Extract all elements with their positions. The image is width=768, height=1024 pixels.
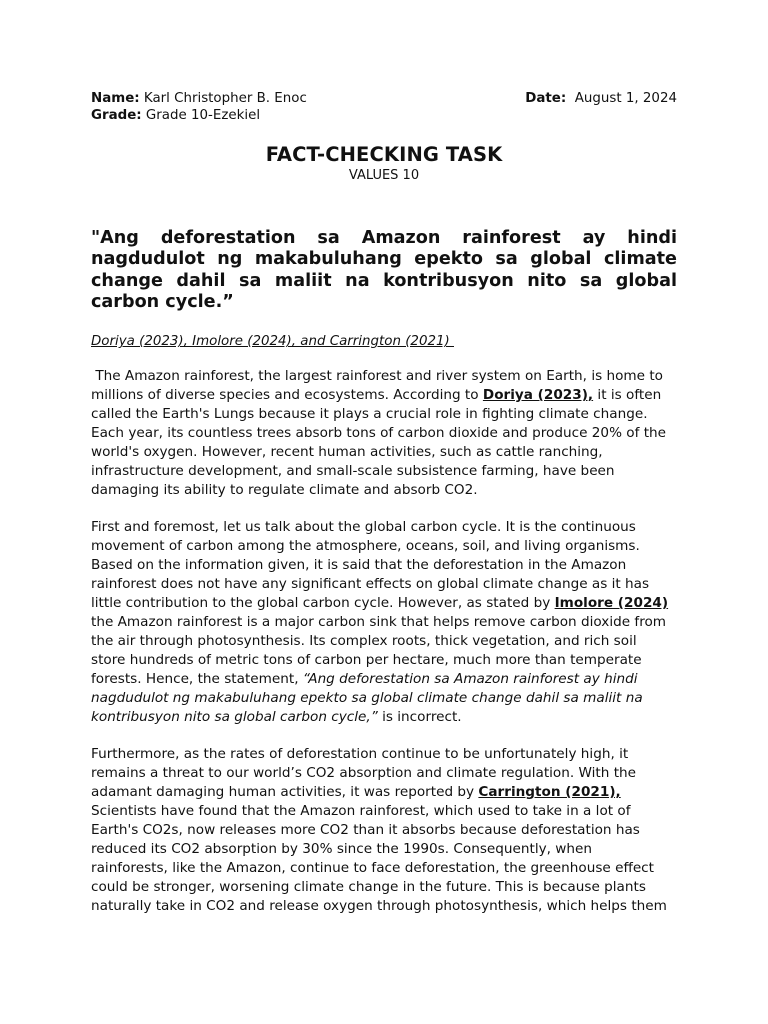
date-label: Date: (525, 91, 567, 106)
text-line: called the Earth's Lungs because it plays a crucial role in fighting climate change. (91, 406, 648, 423)
text-line: First and foremost, let us talk about the global carbon cycle. It is the continuous (91, 519, 636, 536)
name-value: Karl Christopher B. Enoc (143, 91, 307, 106)
quoted-claim: “Ang deforestation sa Amazon rainforest ay hindi (302, 671, 638, 688)
paragraph-carbon-cycle (91, 518, 677, 727)
quoted-claim: nagdudulot ng makabuluhang epekto sa global climate change dahil sa maliit na (91, 690, 643, 707)
name-row (91, 90, 677, 107)
text-line: store hundreds of metric tons of carbon per hectare, much more than temperate (91, 652, 642, 669)
citation-doriya: Doriya (2023), (482, 387, 594, 404)
text-line (91, 783, 677, 802)
name-label: Name: (91, 91, 140, 106)
text-line: rainforests, like the Amazon, continue to face deforestation, the greenhouse effect (91, 860, 654, 877)
text-line: Each year, its countless trees absorb tons of carbon dioxide and produce 20% of the (91, 425, 667, 442)
text-line: could be stronger, worsening climate change in the future. This is because plants (91, 879, 646, 896)
text-line: infrastructure development, and small-scale subsistence farming, have been (91, 463, 615, 480)
text-span: little contribution to the global carbon cycle. However, as stated by (91, 595, 555, 612)
title-block (91, 142, 677, 184)
text-span: it is often (593, 387, 662, 404)
text-line: Furthermore, as the rates of deforestation continue to be unfortunately high, it (91, 746, 629, 763)
text-line (91, 670, 677, 689)
grade-value: Grade 10-Ezekiel (145, 108, 261, 123)
text-line: reduced its CO2 absorption by 30% since the 1990s. Consequently, when (91, 841, 593, 858)
text-span: millions of diverse species and ecosystems. According to (91, 387, 483, 404)
date-value: August 1, 2024 (574, 91, 677, 106)
date-field (525, 90, 677, 107)
text-line: the air through photosynthesis. Its complex roots, thick vegetation, and rich soil (91, 633, 637, 650)
text-line: naturally take in CO2 and release oxygen through photosynthesis, which helps them (91, 898, 667, 915)
page-title: FACT-CHECKING TASK (265, 143, 503, 166)
text-line: Based on the information given, it is said that the deforestation in the Amazon (91, 557, 627, 574)
text-line: The Amazon rainforest, the largest rainforest and river system on Earth, is home to (91, 368, 663, 385)
text-line (91, 708, 677, 727)
header-block (91, 90, 677, 124)
text-line: the Amazon rainforest is a major carbon sink that helps remove carbon dioxide from (91, 614, 667, 631)
paragraph-deforestation-rates (91, 745, 677, 916)
body-text (91, 367, 677, 916)
text-line: remains a threat to our world’s CO2 absorption and climate regulation. With the (91, 765, 637, 782)
text-line (91, 386, 677, 405)
text-span: is incorrect. (377, 709, 462, 726)
text-line: Earth's CO2s, now releases more CO2 than it absorbs because deforestation has (91, 822, 640, 839)
page-subtitle: VALUES 10 (348, 168, 420, 183)
text-span: adamant damaging human activities, it was reported by (91, 784, 479, 801)
claim-statement: "Ang deforestation sa Amazon rainforest ay hindi nagdudulot ng makabuluhang epekto sa global climate change dahil sa maliit na kontribusyon nito sa global carbon cycle.” (91, 228, 677, 312)
citation-imolore: Imolore (2024) (554, 595, 669, 612)
text-span: forests. Hence, the statement, (91, 671, 303, 688)
sources-line: Doriya (2023), Imolore (2024), and Carrington (2021) (91, 334, 454, 350)
grade-label: Grade: (91, 108, 142, 123)
text-line: rainforest does not have any significant effects on global climate change as it has (91, 576, 650, 593)
paragraph-intro (91, 367, 677, 500)
text-line: Scientists have found that the Amazon rainforest, which used to take in a lot of (91, 803, 631, 820)
grade-row (91, 107, 677, 124)
quoted-claim: kontribusyon nito sa global carbon cycle,” (91, 709, 378, 726)
text-line: world's oxygen. However, recent human activities, such as cattle ranching, (91, 444, 603, 461)
text-line: damaging its ability to regulate climate and absorb CO2. (91, 482, 478, 499)
citation-carrington: Carrington (2021), (478, 784, 621, 801)
text-line: movement of carbon among the atmosphere, oceans, soil, and living organisms. (91, 538, 640, 555)
document-page (91, 90, 677, 916)
text-line (91, 594, 677, 613)
